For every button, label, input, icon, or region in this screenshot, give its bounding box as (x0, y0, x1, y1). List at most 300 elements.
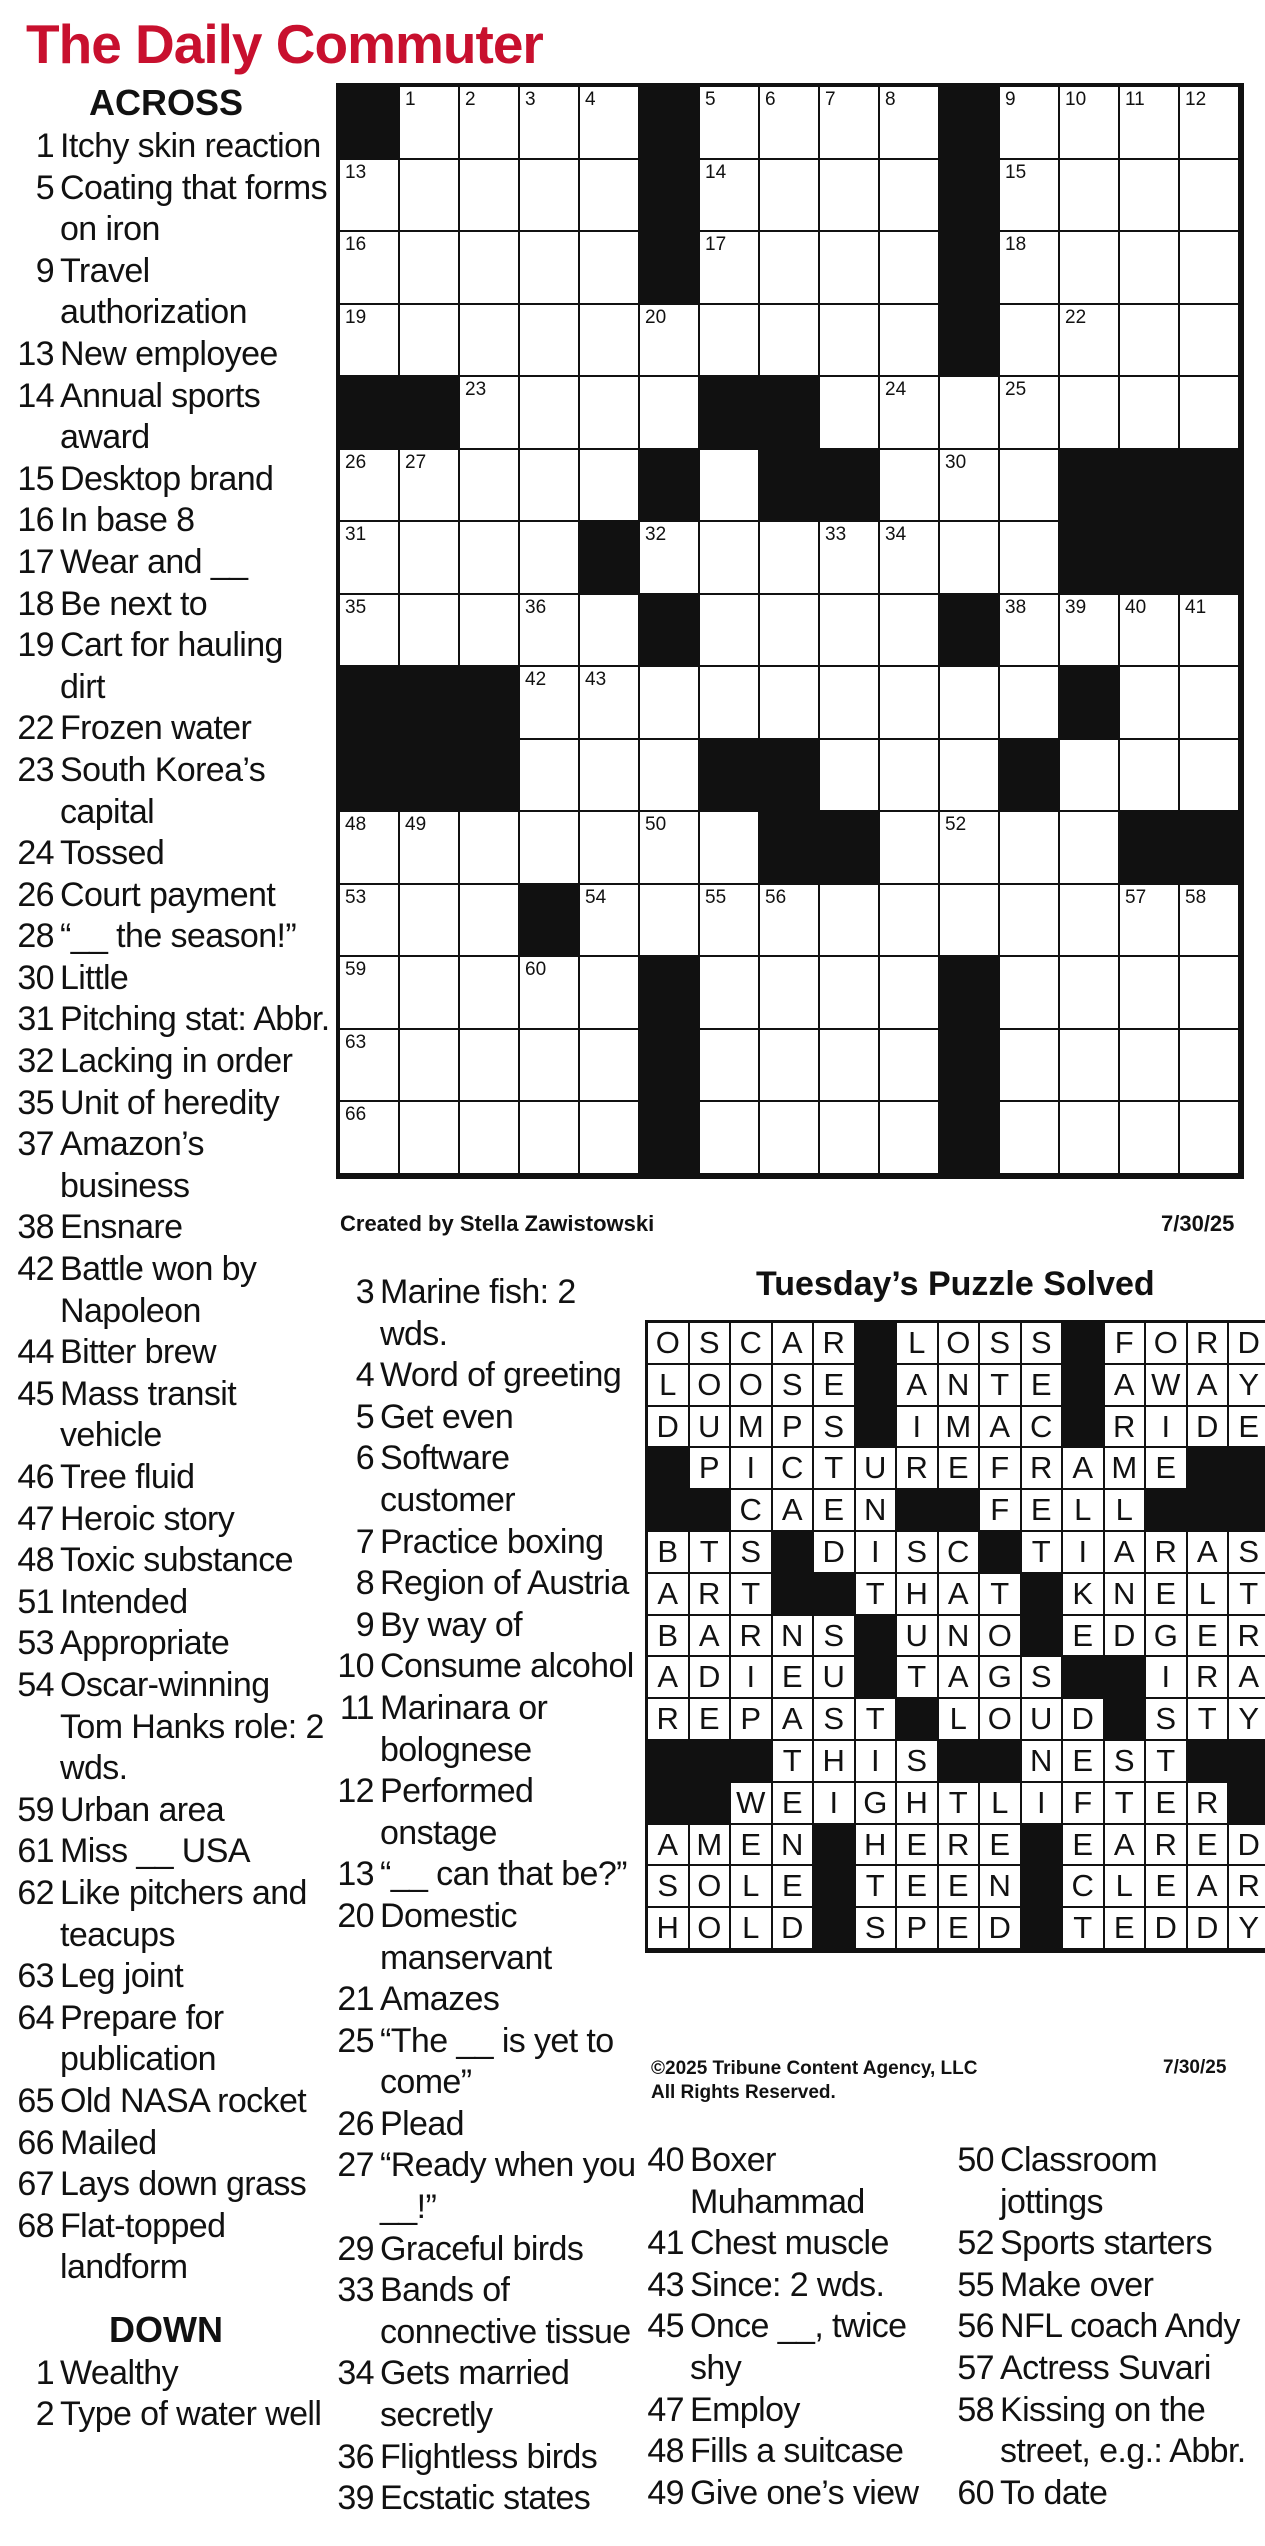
grid-cell[interactable] (520, 377, 580, 450)
grid-cell[interactable] (580, 1102, 640, 1175)
grid-cell[interactable] (520, 1102, 580, 1175)
black-square (340, 667, 400, 740)
grid-cell[interactable] (1000, 450, 1060, 523)
grid-cell[interactable] (940, 812, 1000, 885)
grid-cell[interactable] (1060, 740, 1120, 813)
grid-cell[interactable] (460, 885, 520, 958)
clue-number: 7 (355, 1522, 374, 1561)
grid-cell[interactable] (1180, 160, 1240, 233)
grid-cell[interactable] (640, 667, 700, 740)
grid-cell[interactable] (640, 885, 700, 958)
grid-cell[interactable] (1180, 305, 1240, 378)
grid-cell[interactable] (1000, 232, 1060, 305)
solved-letter: O (939, 1323, 981, 1365)
grid-cell[interactable] (580, 305, 640, 378)
grid-cell[interactable] (1180, 885, 1240, 958)
grid-cell[interactable] (820, 1102, 880, 1175)
grid-cell[interactable] (400, 885, 460, 958)
grid-cell[interactable] (1060, 87, 1120, 160)
grid-cell[interactable] (700, 522, 760, 595)
grid-cell[interactable] (1180, 667, 1240, 740)
grid-cell[interactable] (340, 957, 400, 1030)
clue-item (16, 916, 336, 958)
down-clue-list-left (16, 2353, 336, 2436)
clue-text: Flat-topped landform (60, 2206, 226, 2287)
grid-cell[interactable] (880, 450, 940, 523)
grid-cell[interactable] (1120, 377, 1180, 450)
grid-cell[interactable] (580, 812, 640, 885)
solved-puzzle-title: Tuesday’s Puzzle Solved (756, 1265, 1155, 1303)
grid-cell[interactable] (880, 160, 940, 233)
clue-text: Court payment (60, 875, 276, 914)
solved-letter: I (1146, 1407, 1188, 1449)
grid-cell[interactable] (760, 522, 820, 595)
grid-cell[interactable] (820, 885, 880, 958)
solved-letter: R (731, 1616, 773, 1658)
grid-cell[interactable] (340, 812, 400, 885)
grid-cell[interactable] (520, 1030, 580, 1103)
grid-cell[interactable] (580, 740, 640, 813)
clue-item (16, 1790, 336, 1832)
grid-cell[interactable] (400, 812, 460, 885)
clue-item (16, 2353, 336, 2395)
grid-cell[interactable] (1120, 1030, 1180, 1103)
grid-cell[interactable] (580, 667, 640, 740)
solved-letter: E (939, 1448, 981, 1490)
clue-number: 38 (17, 1208, 54, 1247)
solved-letter: H (856, 1825, 898, 1867)
cell-number: 18 (1005, 234, 1027, 255)
grid-cell[interactable] (400, 87, 460, 160)
grid-cell[interactable] (460, 377, 520, 450)
solved-letter: E (897, 1825, 939, 1867)
grid-cell[interactable] (700, 595, 760, 668)
grid-cell[interactable] (1180, 1030, 1240, 1103)
grid-cell[interactable] (1000, 667, 1060, 740)
clue-item (16, 625, 336, 708)
grid-cell[interactable] (460, 232, 520, 305)
grid-cell[interactable] (460, 1102, 520, 1175)
solved-letter: E (731, 1825, 773, 1867)
grid-cell[interactable] (700, 232, 760, 305)
grid-cell[interactable] (460, 957, 520, 1030)
solved-letter: R (1146, 1532, 1188, 1574)
solved-letter: S (1229, 1532, 1265, 1574)
solved-letter: A (1063, 1448, 1105, 1490)
grid-cell[interactable] (1000, 160, 1060, 233)
clue-text: Bitter brew (60, 1333, 216, 1372)
grid-cell[interactable] (580, 1030, 640, 1103)
grid-cell[interactable] (460, 87, 520, 160)
black-square (640, 595, 700, 668)
grid-cell[interactable] (1180, 957, 1240, 1030)
grid-cell[interactable] (700, 160, 760, 233)
grid-cell[interactable] (400, 1102, 460, 1175)
grid-cell[interactable] (520, 957, 580, 1030)
clue-text: Like pitchers and teacups (60, 1873, 307, 1954)
clue-text: “The __ is yet to come” (380, 2021, 614, 2102)
grid-cell[interactable] (520, 450, 580, 523)
solved-black-square (1105, 1657, 1147, 1699)
grid-cell[interactable] (460, 522, 520, 595)
solved-black-square (648, 1741, 690, 1783)
grid-cell[interactable] (520, 87, 580, 160)
cell-number: 35 (345, 596, 367, 618)
cell-number: 40 (1125, 596, 1147, 618)
grid-cell[interactable] (1060, 1102, 1120, 1175)
solved-letter: K (1063, 1574, 1105, 1616)
cell-number: 11 (1125, 89, 1145, 110)
clue-item (16, 376, 336, 459)
grid-cell[interactable] (1120, 1102, 1180, 1175)
grid-cell[interactable] (1000, 377, 1060, 450)
grid-cell[interactable] (760, 1102, 820, 1175)
solved-letter: A (1105, 1532, 1147, 1574)
grid-cell[interactable] (520, 740, 580, 813)
grid-cell[interactable] (880, 812, 940, 885)
grid-cell[interactable] (520, 595, 580, 668)
grid-cell[interactable] (520, 305, 580, 378)
clue-number: 56 (957, 2307, 994, 2346)
grid-cell[interactable] (400, 160, 460, 233)
solved-black-square (1063, 1323, 1105, 1365)
grid-cell[interactable] (760, 595, 820, 668)
grid-cell[interactable] (700, 1030, 760, 1103)
grid-cell[interactable] (880, 885, 940, 958)
solved-letter: N (773, 1616, 815, 1658)
grid-cell[interactable] (520, 522, 580, 595)
grid-cell[interactable] (640, 377, 700, 450)
grid-cell[interactable] (520, 232, 580, 305)
grid-cell[interactable] (820, 305, 880, 378)
grid-cell[interactable] (1060, 812, 1120, 885)
grid-cell[interactable] (760, 305, 820, 378)
grid-cell[interactable] (340, 522, 400, 595)
solved-letter: E (814, 1365, 856, 1407)
grid-cell[interactable] (1120, 160, 1180, 233)
clue-number: 37 (17, 1125, 54, 1164)
cell-number: 3 (525, 89, 536, 110)
solved-letter: T (939, 1783, 981, 1825)
clue-text: Word of greeting (380, 1356, 622, 1395)
grid-cell[interactable] (1120, 87, 1180, 160)
clue-number: 57 (957, 2348, 994, 2387)
cell-number: 26 (345, 451, 367, 473)
grid-cell[interactable] (760, 160, 820, 233)
grid-cell[interactable] (700, 885, 760, 958)
grid-cell[interactable] (400, 450, 460, 523)
solved-letter: L (1105, 1490, 1147, 1532)
grid-cell[interactable] (880, 87, 940, 160)
grid-cell[interactable] (1060, 885, 1120, 958)
grid-cell[interactable] (820, 595, 880, 668)
clue-number: 3 (355, 1273, 374, 1311)
clue-text: Urban area (60, 1790, 225, 1829)
grid-cell[interactable] (640, 522, 700, 595)
grid-cell[interactable] (1180, 595, 1240, 668)
grid-cell[interactable] (460, 1030, 520, 1103)
clue-item (16, 1207, 336, 1249)
grid-cell[interactable] (760, 667, 820, 740)
grid-cell[interactable] (520, 160, 580, 233)
grid-cell[interactable] (1060, 957, 1120, 1030)
grid-cell[interactable] (820, 87, 880, 160)
grid-cell[interactable] (820, 1030, 880, 1103)
solved-letter: C (731, 1490, 773, 1532)
grid-cell[interactable] (1120, 667, 1180, 740)
clue-number: 50 (957, 2141, 994, 2179)
grid-cell[interactable] (700, 87, 760, 160)
clue-item (16, 750, 336, 833)
grid-cell[interactable] (1120, 232, 1180, 305)
solved-letter: A (939, 1574, 981, 1616)
clue-text: Practice boxing (380, 1522, 604, 1561)
clue-item (16, 999, 336, 1041)
grid-cell[interactable] (1000, 305, 1060, 378)
grid-cell[interactable] (340, 305, 400, 378)
grid-cell[interactable] (880, 305, 940, 378)
grid-cell[interactable] (1120, 957, 1180, 1030)
grid-cell[interactable] (760, 232, 820, 305)
grid-cell[interactable] (880, 667, 940, 740)
solved-letter: E (939, 1866, 981, 1908)
grid-cell[interactable] (880, 1030, 940, 1103)
solved-black-square (690, 1741, 732, 1783)
grid-cell[interactable] (880, 522, 940, 595)
crossword-grid[interactable] (336, 83, 1244, 1179)
solved-letter: D (1146, 1908, 1188, 1950)
clue-text: Once __, twice shy (690, 2307, 907, 2387)
grid-cell[interactable] (340, 1102, 400, 1175)
cell-number: 30 (945, 451, 967, 473)
clue-number: 22 (17, 709, 54, 748)
cell-number: 25 (1005, 379, 1027, 400)
solved-black-square (1188, 1490, 1230, 1532)
grid-cell[interactable] (880, 957, 940, 1030)
clue-number: 41 (647, 2224, 684, 2263)
grid-cell[interactable] (400, 232, 460, 305)
cell-number: 50 (645, 814, 667, 835)
grid-cell[interactable] (820, 160, 880, 233)
grid-cell[interactable] (460, 305, 520, 378)
black-square (640, 957, 700, 1030)
grid-cell[interactable] (340, 595, 400, 668)
grid-cell[interactable] (1000, 957, 1060, 1030)
clue-text: Give one’s view (690, 2473, 919, 2512)
grid-cell[interactable] (1120, 885, 1180, 958)
grid-cell[interactable] (1000, 522, 1060, 595)
grid-cell[interactable] (700, 667, 760, 740)
grid-cell[interactable] (580, 450, 640, 523)
cell-number: 59 (345, 959, 367, 980)
grid-cell[interactable] (520, 812, 580, 885)
grid-cell[interactable] (640, 740, 700, 813)
grid-cell[interactable] (460, 450, 520, 523)
cell-number: 42 (525, 669, 547, 690)
grid-cell[interactable] (1120, 740, 1180, 813)
solved-letter: L (980, 1783, 1022, 1825)
solved-letter: H (897, 1783, 939, 1825)
rights-line: All Rights Reserved. (651, 2082, 836, 2103)
solved-letter: T (1063, 1908, 1105, 1950)
solved-letter: S (1022, 1323, 1064, 1365)
grid-cell[interactable] (760, 957, 820, 1030)
clue-text: Domestic manservant (380, 1896, 552, 1977)
cell-number: 10 (1065, 89, 1087, 110)
grid-cell[interactable] (700, 1102, 760, 1175)
solved-letter: T (980, 1365, 1022, 1407)
grid-cell[interactable] (400, 305, 460, 378)
grid-cell[interactable] (700, 957, 760, 1030)
grid-cell[interactable] (1120, 595, 1180, 668)
clue-number: 34 (337, 2354, 374, 2393)
solved-letter: G (980, 1657, 1022, 1699)
grid-cell[interactable] (1060, 232, 1120, 305)
clue-text: Plead (380, 2104, 464, 2143)
grid-cell[interactable] (460, 595, 520, 668)
grid-cell[interactable] (460, 160, 520, 233)
grid-cell[interactable] (940, 740, 1000, 813)
cell-number: 32 (645, 524, 667, 545)
grid-cell[interactable] (820, 740, 880, 813)
grid-cell[interactable] (580, 87, 640, 160)
grid-cell[interactable] (820, 377, 880, 450)
black-square (1180, 522, 1240, 595)
grid-cell[interactable] (340, 450, 400, 523)
clue-text: Travel authorization (60, 251, 247, 332)
grid-cell[interactable] (700, 305, 760, 378)
grid-cell[interactable] (1000, 885, 1060, 958)
clue-item (336, 1397, 636, 1439)
grid-cell[interactable] (340, 232, 400, 305)
cell-number: 60 (525, 959, 547, 980)
grid-cell[interactable] (940, 377, 1000, 450)
grid-cell[interactable] (340, 160, 400, 233)
grid-cell[interactable] (1000, 1102, 1060, 1175)
grid-cell[interactable] (580, 232, 640, 305)
solved-letter: I (814, 1783, 856, 1825)
clue-number: 16 (17, 501, 54, 540)
grid-cell[interactable] (880, 740, 940, 813)
grid-cell[interactable] (1000, 812, 1060, 885)
clue-item (16, 334, 336, 376)
grid-cell[interactable] (820, 232, 880, 305)
grid-cell[interactable] (1180, 232, 1240, 305)
solved-letter: A (1188, 1365, 1230, 1407)
grid-cell[interactable] (940, 667, 1000, 740)
grid-cell[interactable] (760, 1030, 820, 1103)
grid-cell[interactable] (880, 232, 940, 305)
clue-number: 13 (17, 334, 54, 373)
solved-letter: R (939, 1825, 981, 1867)
grid-cell[interactable] (400, 522, 460, 595)
grid-cell[interactable] (460, 812, 520, 885)
grid-cell[interactable] (820, 667, 880, 740)
grid-cell[interactable] (1060, 595, 1120, 668)
clue-text: Make over (1000, 2265, 1154, 2304)
grid-cell[interactable] (1120, 305, 1180, 378)
grid-cell[interactable] (820, 957, 880, 1030)
grid-cell[interactable] (1000, 595, 1060, 668)
grid-cell[interactable] (1000, 87, 1060, 160)
solved-letter: G (1146, 1616, 1188, 1658)
solved-letter: U (814, 1657, 856, 1699)
grid-cell[interactable] (640, 812, 700, 885)
grid-cell[interactable] (700, 450, 760, 523)
solved-letter: R (1229, 1616, 1265, 1658)
solved-letter: E (897, 1866, 939, 1908)
grid-cell[interactable] (820, 522, 880, 595)
clue-text: By way of (380, 1605, 522, 1644)
grid-cell[interactable] (1000, 1030, 1060, 1103)
grid-cell[interactable] (760, 885, 820, 958)
grid-cell[interactable] (340, 885, 400, 958)
clue-item (336, 2021, 636, 2104)
grid-cell[interactable] (580, 160, 640, 233)
grid-cell[interactable] (580, 377, 640, 450)
grid-cell[interactable] (1060, 160, 1120, 233)
solved-letter: T (897, 1657, 939, 1699)
grid-cell[interactable] (940, 450, 1000, 523)
solved-date: 7/30/25 (1163, 2057, 1227, 2078)
clue-item (16, 1623, 336, 1665)
grid-cell[interactable] (1060, 377, 1120, 450)
grid-cell[interactable] (1060, 1030, 1120, 1103)
grid-cell[interactable] (1180, 740, 1240, 813)
solved-letter: T (1188, 1699, 1230, 1741)
solved-letter: A (648, 1574, 690, 1616)
clue-number: 15 (17, 459, 54, 498)
grid-cell[interactable] (940, 885, 1000, 958)
grid-cell[interactable] (400, 957, 460, 1030)
grid-cell[interactable] (1180, 1102, 1240, 1175)
grid-cell[interactable] (340, 1030, 400, 1103)
solved-letter: S (814, 1616, 856, 1658)
grid-cell[interactable] (1180, 87, 1240, 160)
solved-letter: O (731, 1365, 773, 1407)
clue-number: 42 (17, 1250, 54, 1289)
grid-cell[interactable] (880, 1102, 940, 1175)
down-clue-list-middle (336, 1272, 636, 2520)
solved-letter: T (1146, 1741, 1188, 1783)
grid-cell[interactable] (700, 812, 760, 885)
grid-cell[interactable] (1060, 305, 1120, 378)
grid-cell[interactable] (520, 667, 580, 740)
clue-number: 65 (17, 2081, 54, 2120)
clue-number: 9 (355, 1605, 374, 1644)
clue-item (336, 2145, 636, 2228)
clue-item (646, 2431, 946, 2473)
grid-cell[interactable] (400, 1030, 460, 1103)
grid-cell[interactable] (940, 522, 1000, 595)
black-square (1180, 450, 1240, 523)
grid-cell[interactable] (760, 87, 820, 160)
solved-letter: D (1105, 1616, 1147, 1658)
grid-cell[interactable] (580, 885, 640, 958)
cell-number: 6 (765, 89, 776, 110)
grid-cell[interactable] (880, 595, 940, 668)
grid-cell[interactable] (1180, 377, 1240, 450)
grid-cell[interactable] (400, 595, 460, 668)
grid-cell[interactable] (640, 305, 700, 378)
grid-cell[interactable] (580, 595, 640, 668)
clue-text: Tree fluid (60, 1458, 195, 1496)
clue-item (16, 1582, 336, 1624)
clue-number: 52 (957, 2224, 994, 2263)
grid-cell[interactable] (580, 957, 640, 1030)
grid-cell[interactable] (880, 377, 940, 450)
black-square (940, 1030, 1000, 1103)
